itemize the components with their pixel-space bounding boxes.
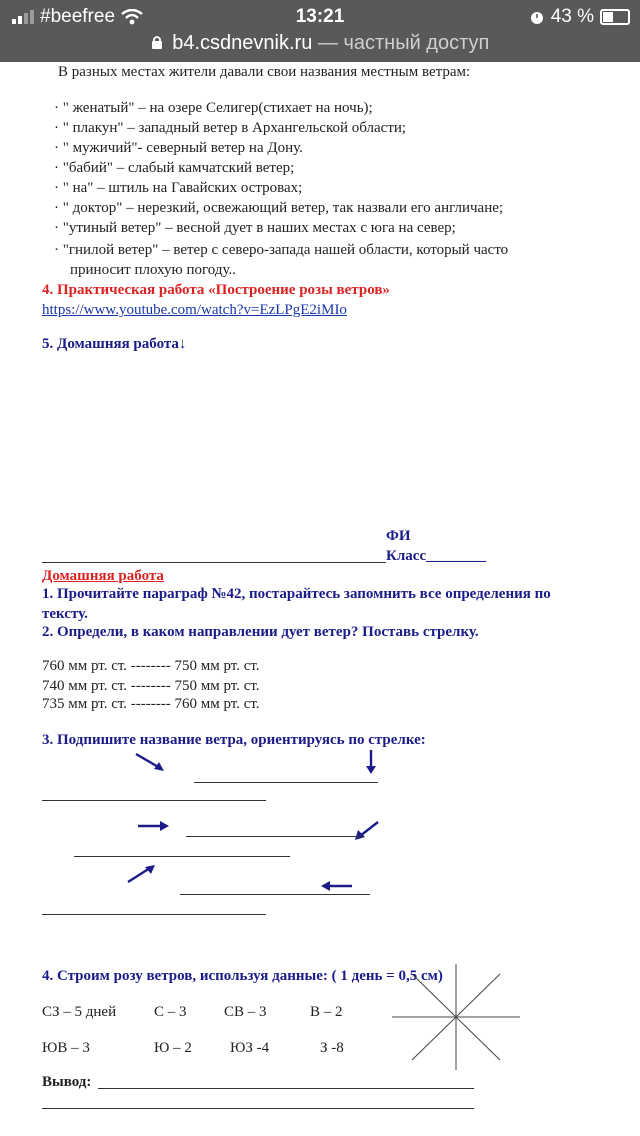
- battery-percent: 43 %: [550, 6, 594, 27]
- wind-item: · " доктор" – нерезкий, освежающий ветер, так назвали его англичане;: [54, 200, 504, 216]
- rose-data: Ю – 2: [154, 1040, 192, 1056]
- conclusion-line[interactable]: [42, 1108, 474, 1109]
- rose-data: В – 2: [310, 1004, 343, 1020]
- intro-text: В разных местах жители давали свои названия местным ветрам:: [58, 64, 471, 80]
- rose-data: ЮВ – 3: [42, 1040, 90, 1056]
- arrow-southwest-icon: [352, 818, 382, 844]
- fi-label: ФИ: [386, 528, 411, 544]
- pressure-row: 740 мм рт. ст. -------- 750 мм рт. ст.: [42, 678, 260, 694]
- wind-item-continued: приносит плохую погоду..: [70, 262, 236, 278]
- task-1: 1. Прочитайте параграф №42, постарайтесь запомнить все определения по: [42, 586, 551, 602]
- rose-data: З -8: [320, 1040, 344, 1056]
- practical-title: 4. Практическая работа «Построение розы ветров»: [42, 282, 390, 298]
- arrow-northeast-icon: [124, 862, 158, 886]
- url-private: — частный доступ: [317, 32, 490, 54]
- arrow-west-icon: [318, 878, 354, 894]
- conclusion-label: Вывод:: [42, 1074, 92, 1090]
- hw-title: Домашняя работа: [42, 568, 164, 584]
- answer-line[interactable]: [42, 800, 266, 801]
- carrier-name: #beefree: [40, 6, 116, 27]
- task-4: 4. Строим розу ветров, используя данные: ( 1 день = 0,5 см): [42, 968, 443, 984]
- answer-line[interactable]: [42, 914, 266, 915]
- homework-heading: 5. Домашняя работа↓: [42, 336, 187, 352]
- answer-line[interactable]: [194, 782, 378, 783]
- answer-line[interactable]: [186, 836, 362, 837]
- youtube-link[interactable]: https://www.youtube.com/watch?v=EzLPgE2iMIo: [42, 302, 347, 318]
- alarm-icon: [529, 9, 545, 25]
- rose-data: СЗ – 5 дней: [42, 1004, 117, 1020]
- wind-item: · " женатый" – на озере Селигер(стихает на ночь);: [54, 100, 373, 116]
- wind-item: · " мужичий"- северный ветер на Дону.: [54, 140, 303, 156]
- battery-icon: [600, 9, 630, 25]
- rose-data: ЮЗ -4: [230, 1040, 270, 1056]
- wind-item: · " на" – штиль на Гавайских островах;: [54, 180, 303, 196]
- task-1-cont: тексту.: [42, 606, 88, 622]
- battery-indicator: [529, 6, 630, 28]
- address-bar[interactable]: [0, 32, 640, 55]
- pressure-row: 735 мм рт. ст. -------- 760 мм рт. ст.: [42, 696, 260, 712]
- status-bar: [0, 0, 640, 62]
- rose-data: С – 3: [154, 1004, 187, 1020]
- name-line: [42, 562, 386, 563]
- task-2: 2. Определи, в каком направлении дует ветер? Поставь стрелку.: [42, 624, 479, 640]
- arrow-southeast-icon: [130, 750, 170, 774]
- wind-item: · "гнилой ветер" – ветер с северо-запада нашей области, который часто: [54, 242, 509, 258]
- wind-item: · "бабий" – слабый камчатский ветер;: [54, 160, 295, 176]
- rose-data: СВ – 3: [224, 1004, 267, 1020]
- lock-icon: [151, 35, 163, 50]
- wind-item: · " плакун" – западный ветер в Архангельской области;: [54, 120, 407, 136]
- task-3: 3. Подпишите название ветра, ориентируясь по стрелке:: [42, 732, 426, 748]
- answer-line[interactable]: [180, 894, 370, 895]
- class-label: Класс________: [386, 548, 487, 564]
- url-domain: b4.csdnevnik.ru: [172, 32, 313, 54]
- arrow-south-icon: [362, 748, 380, 776]
- pressure-row: 760 мм рт. ст. -------- 750 мм рт. ст.: [42, 658, 260, 674]
- clock: 13:21: [295, 6, 345, 27]
- wind-item: · "утиный ветер" – весной дует в наших местах с юга на север;: [54, 220, 456, 236]
- answer-line[interactable]: [74, 856, 290, 857]
- arrow-east-icon: [136, 818, 172, 834]
- conclusion-line[interactable]: [98, 1088, 474, 1089]
- wind-rose-axes: [390, 962, 522, 1072]
